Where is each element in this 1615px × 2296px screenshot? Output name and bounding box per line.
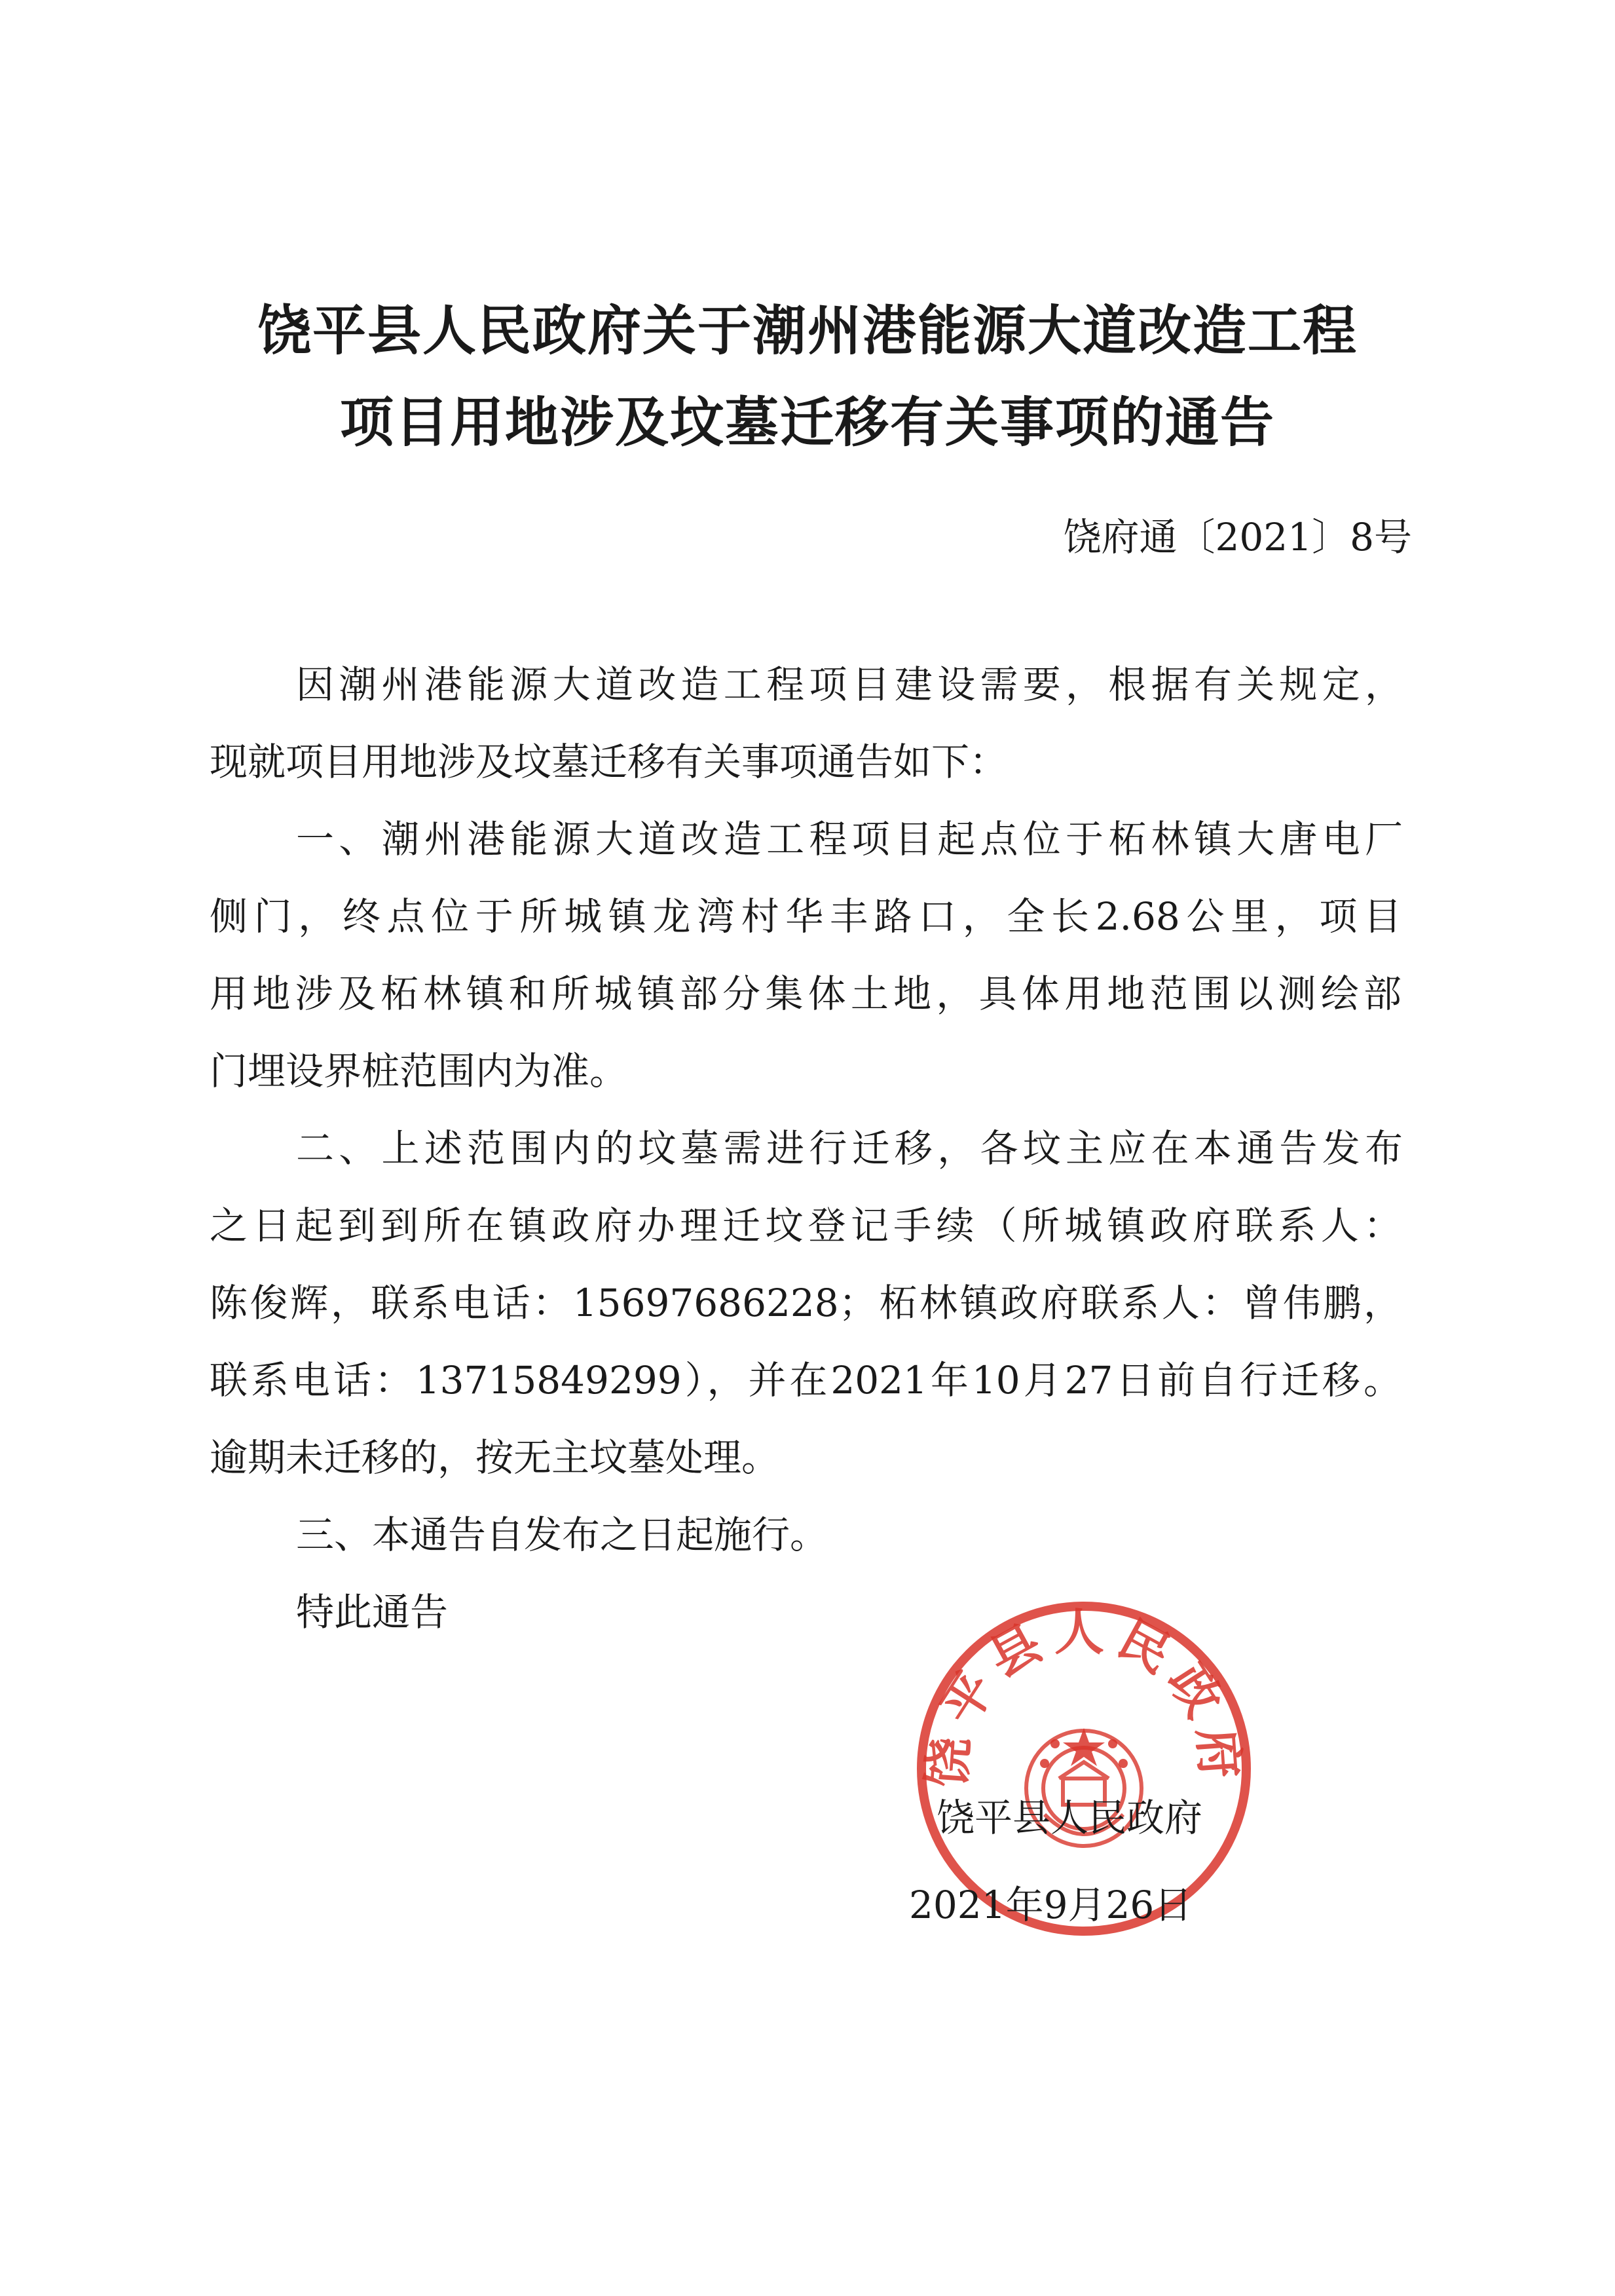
closing-line: 特此通告 [296,1590,449,1634]
svg-text:饶平县人民政府: 饶平县人民政府 [918,1602,1250,1790]
document-number: 饶府通〔2021〕8号 [1063,515,1412,559]
body-line-10: 联系电话：13715849299），并在2021年10月27日前自行迁移。 [210,1358,1402,1402]
body-line-1: 因潮州港能源大道改造工程项目建设需要，根据有关规定， [296,662,1403,707]
body-line-2: 现就项目用地涉及坟墓迁移有关事项通告如下： [210,740,1008,784]
body-line-3: 一、潮州港能源大道改造工程项目起点位于柘林镇大唐电厂 [296,817,1403,861]
body-line-8: 之日起到到所在镇政府办理迁坟登记手续（所城镇政府联系人： [210,1203,1402,1248]
issuer-name: 饶平县人民政府 [937,1796,1203,1840]
body-line-6: 门埋设界桩范围内为准。 [210,1049,628,1093]
body-line-9: 陈俊辉，联系电话：15697686228；柘林镇政府联系人：曾伟鹏， [210,1281,1402,1325]
body-line-7: 二、上述范围内的坟墓需进行迁移，各坟主应在本通告发布 [296,1126,1403,1171]
issue-date: 2021年9月26日 [909,1883,1193,1927]
body-line-11: 逾期未迁移的，按无主坟墓处理。 [210,1435,780,1480]
body-line-4: 侧门，终点位于所城镇龙湾村华丰路口，全长2.68公里，项目 [210,894,1402,939]
document-title-line-2: 项目用地涉及坟墓迁移有关事项的通告 [339,392,1275,454]
body-line-5: 用地涉及柘林镇和所城镇部分集体土地，具体用地范围以测绘部 [210,971,1402,1016]
document-title-line-1: 饶平县人民政府关于潮州港能源大道改造工程 [257,300,1358,362]
body-line-12: 三、本通告自发布之日起施行。 [296,1513,828,1557]
